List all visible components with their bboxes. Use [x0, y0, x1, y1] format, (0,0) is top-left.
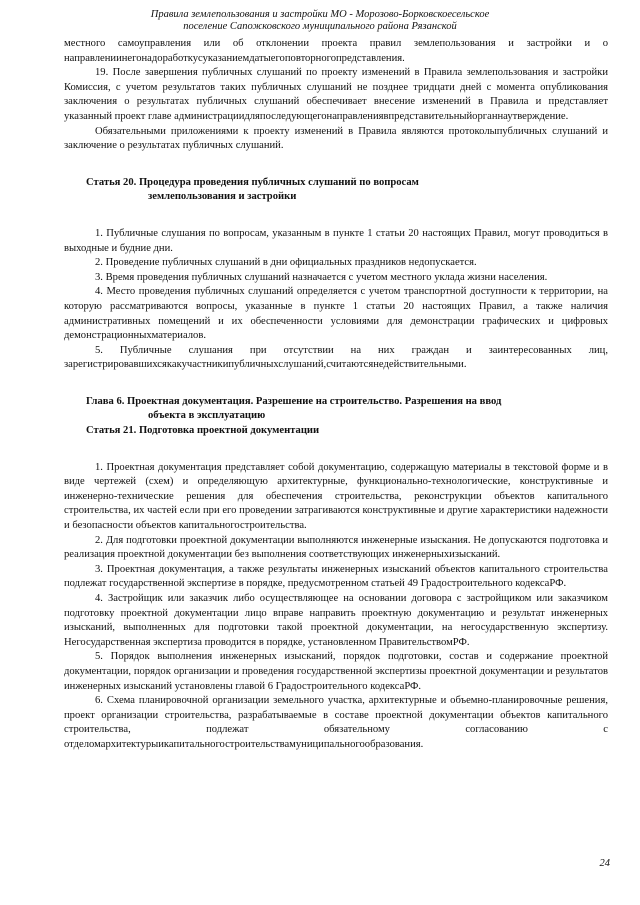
running-header-line2: поселение Сапожковского муниципального района Рязанской [183, 21, 457, 32]
paragraph: 4. Место проведения публичных слушаний определяется с учетом транспортной доступности к территории, на которую рассматриваются вопросы, указанные в пункте 1 статьи 20 настоящих Правил, а также наличия административных помещений и их обеспеченности условиями для демонстрации графических и цифровых демонстрационныхматериалов. [64, 286, 608, 342]
article-20-title-line2: землепользования и застройки [148, 191, 297, 203]
paragraph: местного самоуправления или об отклонении проекта правил землепользования и застройки и о направлениинегонадоработкусуказаниемдатыегоповторногопредставления. [64, 38, 608, 64]
document-body [64, 37, 608, 753]
paragraph: 2. Проведение публичных слушаний в дни официальных праздников недопускается. [95, 257, 477, 269]
paragraph: 3. Проектная документация, а также результаты инженерных изысканий объектов капитального строительства подлежат государственной экспертизе в порядке, предусмотренном статьей 49 Градостроительного кодексаРФ. [64, 563, 608, 590]
running-header-line1: Правила землепользования и застройки МО - Морозово-Борковскоесельское [150, 9, 490, 20]
chapter-6-heading [64, 395, 608, 424]
chapter-6-title-line1: Глава 6. Проектная документация. Разрешение на строительство. Разрешения на ввод [86, 395, 502, 407]
paragraph: 19. После завершения публичных слушаний по проекту изменений в Правила землепользования и застройки Комиссия, с учетом результатов таких публичных слушаний не позднее тридцати дней с момента опубликования заключения о результатах публичных слушаний обеспечивает внесение изменений в Правила и представляет указанный проект главе администрациидляпоследующегонаправлениявпредставительныйорганнаутверждение. [64, 67, 608, 122]
paragraph: Обязательными приложениями к проекту изменений в Правила являются протоколыпубличных слушаний и заключение о результатах публичных слушаний. [64, 125, 608, 152]
paragraph: 5. Публичные слушания при отсутствии на них граждан и заинтересованных лиц, зарегистрировавшихсякакучастникипубличныхслушаний,считаютсянедействительными. [64, 344, 608, 371]
article-20-title-line1: Статья 20. Процедура проведения публичных слушаний по вопросам [86, 176, 419, 188]
article-20-heading [64, 176, 608, 205]
paragraph: 1. Публичные слушания по вопросам, указанным в пункте 1 статьи 20 настоящих Правил, могут проводиться в выходные и будние дни. [64, 227, 608, 254]
page-number: 24 [599, 858, 610, 869]
paragraph: 3. Время проведения публичных слушаний назначается с учетом местного уклада жизни населения. [95, 271, 548, 283]
paragraph: 1. Проектная документация представляет собой документацию, содержащую материалы в текстовой форме и в виде чертежей (схем) и определяющую архитектурные, функционально-технологические, конструктивные и инженерно-технические решения для обеспечения строительства, реконструкции объектов капитального строительства, их частей если при его проведении затрагиваются конструктивные и другие характеристики надежности и безопасности объектов капитальногостроительства. [64, 461, 608, 532]
chapter-6-title-line2: объекта в эксплуатацию [148, 410, 266, 422]
paragraph: 6. Схема планировочной организации земельного участка, архитектурные и объемно-планировочные решения, проект организации строительства, разрабатываемые в составе проектной документации объектов капитального строительства, подлежат обязательному согласованию с отделомархитектурыикапитальногостроительствамуниципальногообразования. [64, 695, 608, 750]
paragraph: 5. Порядок выполнения инженерных изысканий, порядок подготовки, состав и содержание проектной документации, порядок организации и проведения государственной экспертизы проектной документации и результатов инженерных изысканий установлены главой 6 Градостроительного кодексаРФ. [64, 651, 608, 692]
paragraph: 4. Застройщик или заказчик либо осуществляющее на основании договора с застройщиком или заказчиком подготовку проектной документации лицо вправе направить проектную документацию и результат инженерных изысканий, выполненных для подготовки такой проектной документации, на негосударственную экспертизу. Негосударственная экспертиза проводится в порядке, установленном ПравительствомРФ. [64, 593, 608, 648]
paragraph: 2. Для подготовки проектной документации выполняются инженерные изыскания. Не допускаются подготовка и реализация проектной документации без выполнения соответствующих инженерныхизысканий. [64, 534, 608, 561]
article-21-heading: Статья 21. Подготовка проектной документации [86, 425, 320, 437]
